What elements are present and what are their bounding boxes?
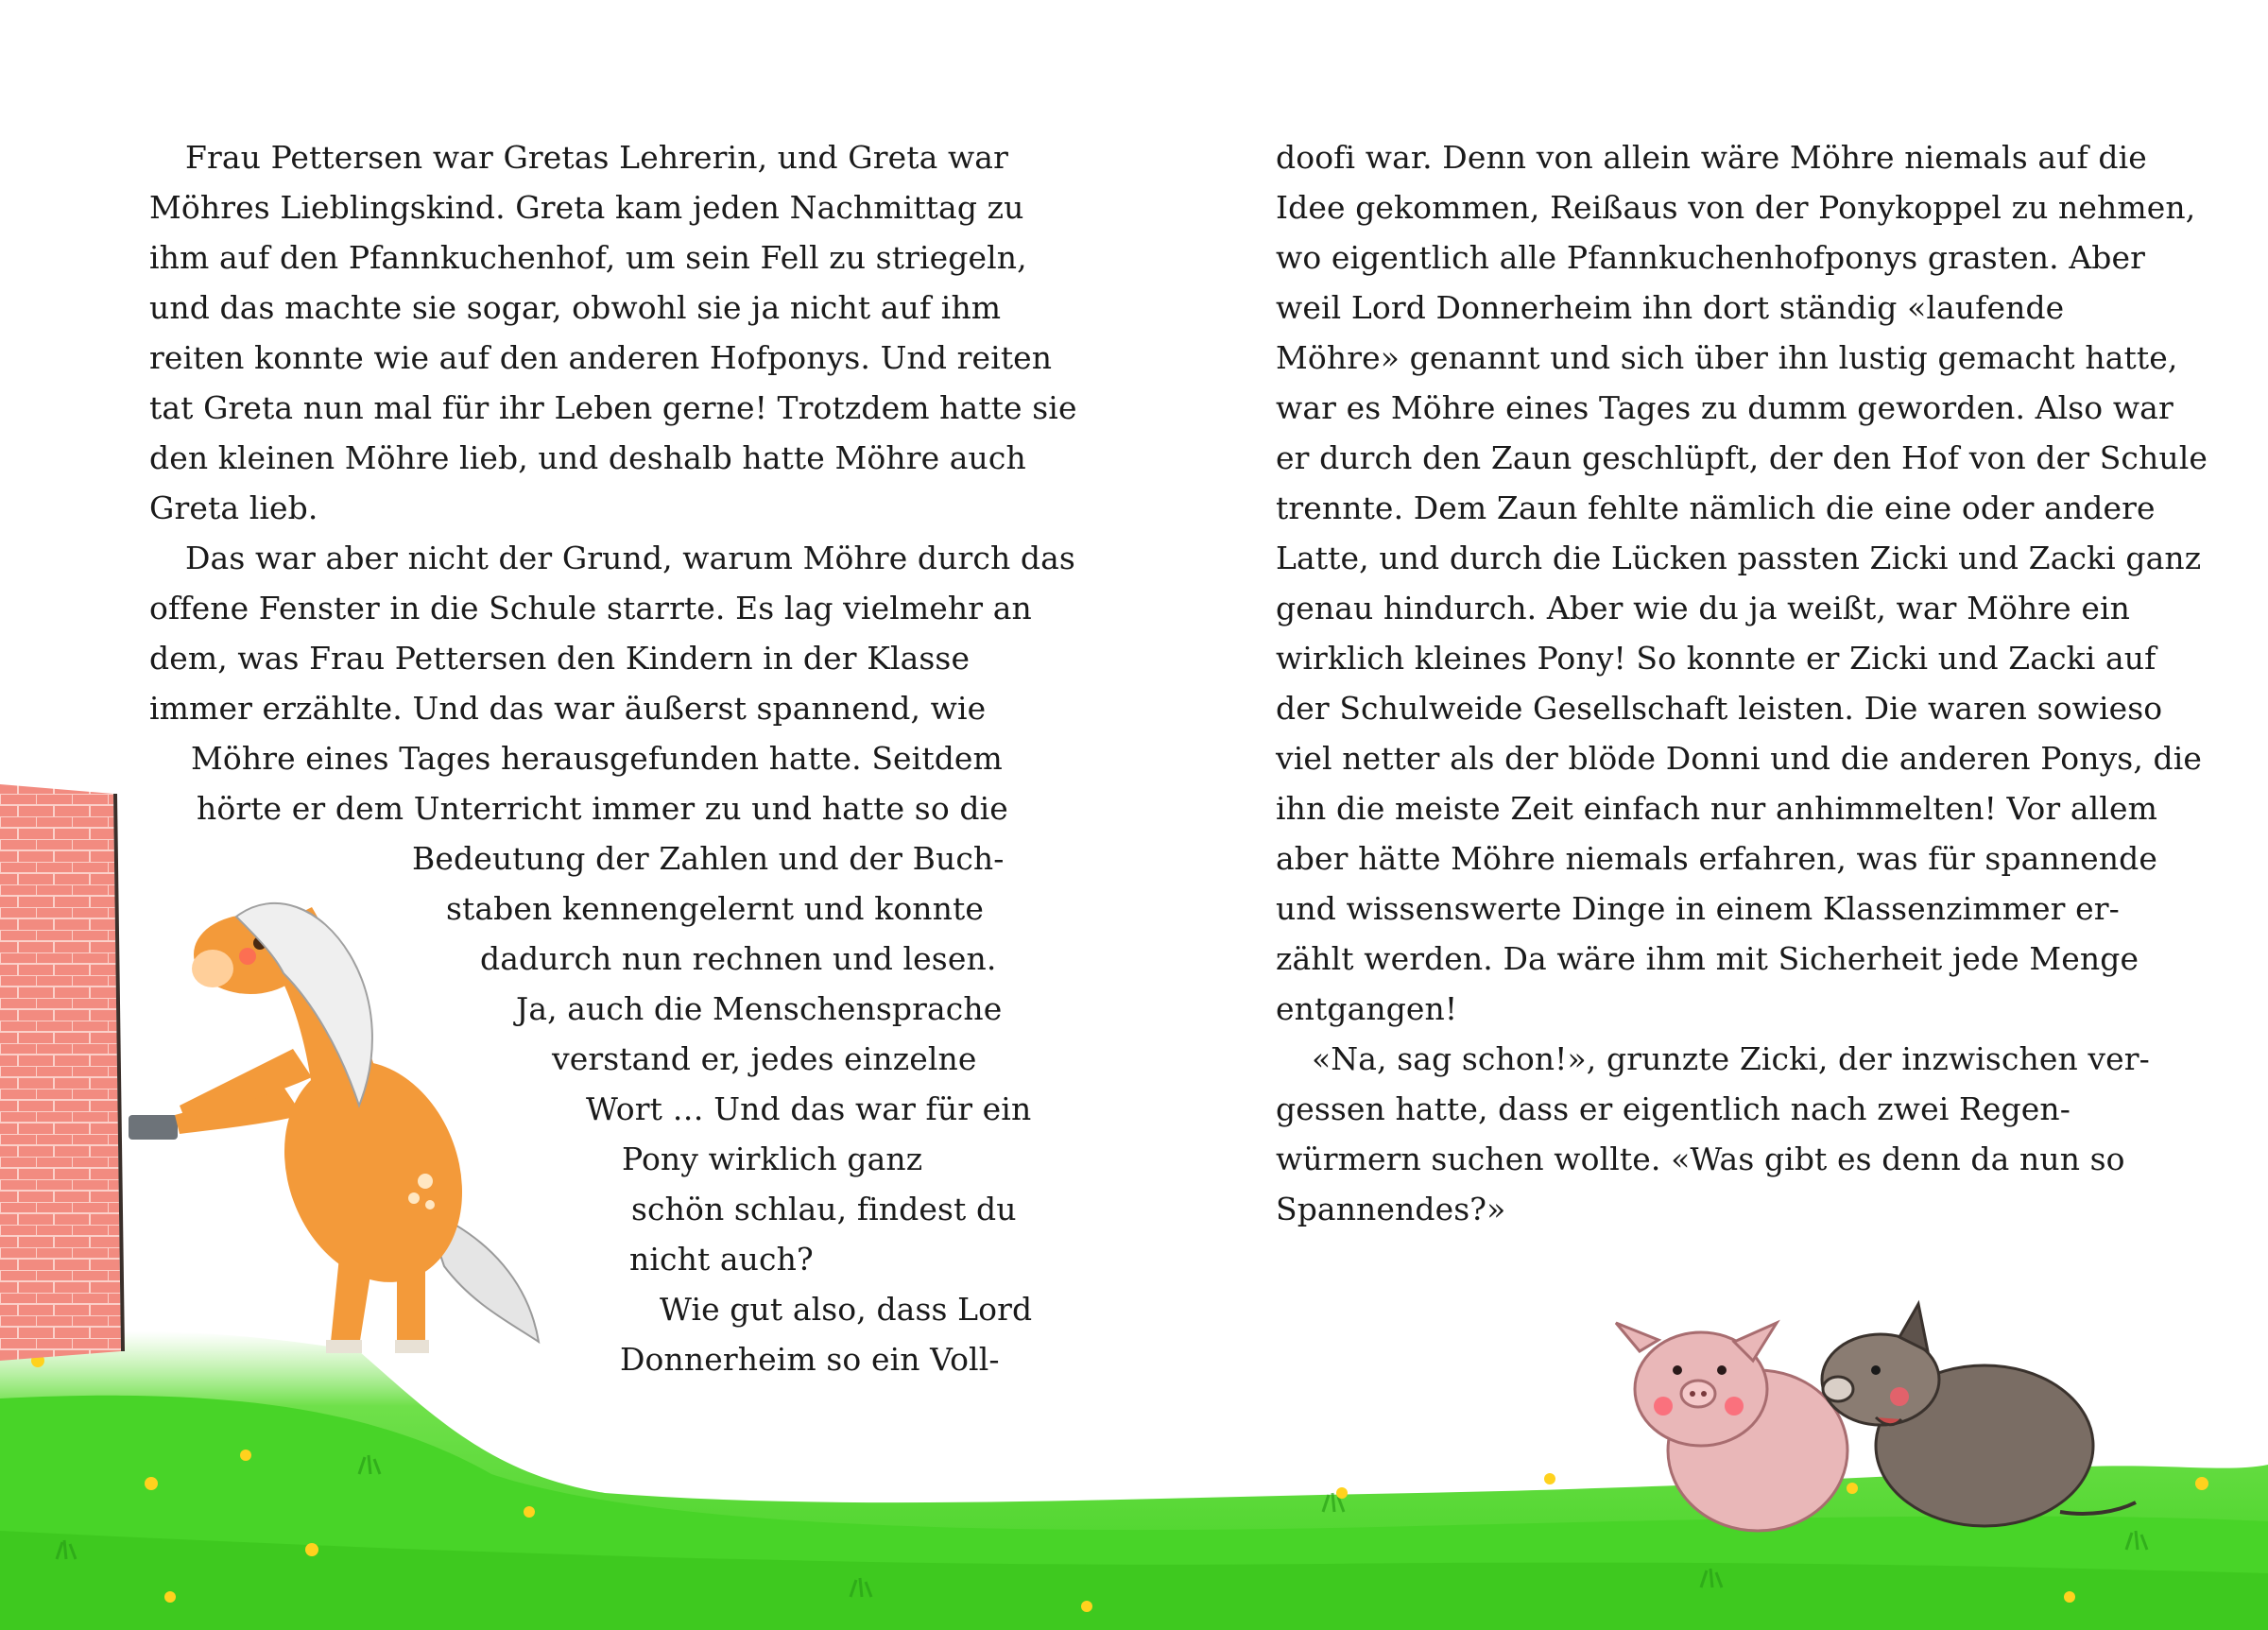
text-line: nicht auch? [629, 1241, 814, 1278]
text-line: Pony wirklich ganz [622, 1141, 923, 1177]
text-line: zählt werden. Da wäre ihm mit Sicherheit jede Menge [1276, 940, 2139, 977]
text-line: entgangen! [1276, 990, 1458, 1027]
text-line: dem, was Frau Pettersen den Kindern in der Klasse [149, 640, 971, 677]
text-line: schön schlau, findest du [631, 1191, 1017, 1227]
text-line: er durch den Zaun geschlüpft, der den Hof von der Schule [1276, 439, 2208, 476]
text-line: Ja, auch die Menschensprache [516, 990, 1003, 1027]
text-line: und das machte sie sogar, obwohl sie ja nicht auf ihm [149, 289, 1002, 326]
text-line: wo eigentlich alle Pfannkuchenhofponys grasten. Aber [1276, 239, 2145, 276]
window-handle [129, 1115, 178, 1140]
text-line: war es Möhre eines Tages zu dumm geworden. Also war [1276, 389, 2174, 426]
text-line: der Schulweide Gesellschaft leisten. Die waren sowieso [1276, 690, 2163, 727]
text-line: reiten konnte wie auf den anderen Hofponys. Und reiten [149, 339, 1053, 376]
text-line: viel netter als der blöde Donni und die anderen Ponys, die [1276, 740, 2203, 777]
text-line: den kleinen Möhre lieb, und deshalb hatte Möhre auch [149, 439, 1026, 476]
text-line: Möhre» genannt und sich über ihn lustig gemacht hatte, [1276, 339, 2178, 376]
text-line: Möhres Lieblingskind. Greta kam jeden Nachmittag zu [149, 189, 1024, 226]
text-line: «Na, sag schon!», grunzte Zicki, der inzwischen ver- [1312, 1040, 2150, 1077]
text-line: trennte. Dem Zaun fehlte nämlich die eine oder andere [1276, 489, 2156, 526]
text-line: gessen hatte, dass er eigentlich nach zwei Regen- [1276, 1090, 2070, 1127]
text-line: würmern suchen wollte. «Was gibt es denn da nun so [1276, 1141, 2125, 1177]
text-line: Wort … Und das war für ein [586, 1090, 1032, 1127]
text-line: und wissenswerte Dinge in einem Klassenzimmer er- [1276, 890, 2120, 927]
text-line: wirklich kleines Pony! So konnte er Zicki und Zacki auf [1276, 640, 2156, 677]
text-line: Latte, und durch die Lücken passten Zicki und Zacki ganz [1276, 540, 2202, 576]
text-line: offene Fenster in die Schule starrte. Es lag vielmehr an [149, 590, 1032, 626]
text-line: Frau Pettersen war Gretas Lehrerin, und Greta war [185, 139, 1008, 176]
text-line: Wie gut also, dass Lord [660, 1291, 1033, 1328]
text-line: Donnerheim so ein Voll- [620, 1341, 1000, 1378]
text-line: tat Greta nun mal für ihr Leben gerne! Trotzdem hatte sie [149, 389, 1077, 426]
text-line: staben kennengelernt und konnte [446, 890, 984, 927]
text-line: Greta lieb. [149, 489, 318, 526]
text-line: genau hindurch. Aber wie du ja weißt, war Möhre ein [1276, 590, 2131, 626]
text-line: doofi war. Denn von allein wäre Möhre niemals auf die [1276, 139, 2147, 176]
text-line: immer erzählte. Und das war äußerst spannend, wie [149, 690, 987, 727]
text-line: Idee gekommen, Reißaus von der Ponykoppel zu nehmen, [1276, 189, 2196, 226]
text-line: aber hätte Möhre niemals erfahren, was für spannende [1276, 840, 2157, 877]
text-line: Spannendes?» [1276, 1191, 1506, 1227]
text-line: ihn die meiste Zeit einfach nur anhimmelten! Vor allem [1276, 790, 2157, 827]
text-line: Möhre eines Tages herausgefunden hatte. Seitdem [191, 740, 1003, 777]
text-line: hörte er dem Unterricht immer zu und hatte so die [197, 790, 1008, 827]
text-line: dadurch nun rechnen und lesen. [480, 940, 997, 977]
text-line: ihm auf den Pfannkuchenhof, um sein Fell zu striegeln, [149, 239, 1027, 276]
text-line: weil Lord Donnerheim ihn dort ständig «laufende [1276, 289, 2065, 326]
text-line: verstand er, jedes einzelne [552, 1040, 977, 1077]
school-wall [0, 784, 178, 1361]
text-line: Bedeutung der Zahlen und der Buch- [412, 840, 1005, 877]
text-line: Das war aber nicht der Grund, warum Möhre durch das [185, 540, 1075, 576]
